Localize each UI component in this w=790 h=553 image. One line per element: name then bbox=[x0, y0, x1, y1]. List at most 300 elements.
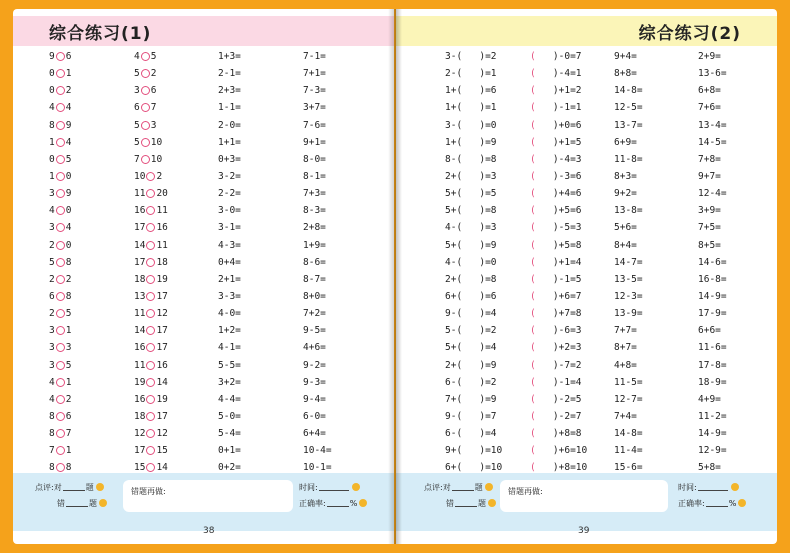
right-row bbox=[396, 442, 777, 459]
equation-item: 10-4= bbox=[303, 445, 332, 457]
compare-circle-blank[interactable] bbox=[146, 395, 155, 404]
answer-blank[interactable] bbox=[536, 257, 553, 268]
equation-prefix: 5-( bbox=[445, 325, 463, 337]
compare-circle-blank[interactable] bbox=[56, 378, 65, 387]
right-row bbox=[396, 48, 777, 65]
equation-item: 5-5= bbox=[218, 359, 241, 371]
answer-blank[interactable] bbox=[536, 377, 553, 388]
right-row bbox=[396, 82, 777, 99]
compare-right-number: 17 bbox=[156, 290, 168, 302]
compare-left-number: 10 bbox=[134, 170, 146, 182]
equation-item: 11-5= bbox=[614, 376, 643, 388]
equation-prefix: ( bbox=[530, 170, 536, 182]
compare-circle-blank[interactable] bbox=[56, 412, 65, 421]
answer-blank[interactable] bbox=[462, 257, 479, 268]
equation-prefix: 8-( bbox=[445, 153, 463, 165]
percent-sign: % bbox=[349, 499, 358, 508]
left-accuracy bbox=[299, 498, 367, 509]
compare-left-number: 14 bbox=[134, 239, 146, 251]
answer-blank[interactable] bbox=[462, 188, 479, 199]
equation-item: 13-8= bbox=[614, 205, 643, 217]
answer-blank[interactable] bbox=[536, 462, 553, 473]
compare-item bbox=[134, 274, 168, 285]
sad-face-icon bbox=[488, 499, 496, 507]
compare-circle-blank[interactable] bbox=[56, 258, 65, 267]
answer-blank[interactable] bbox=[536, 68, 553, 79]
fill-in-equation bbox=[530, 137, 582, 148]
equation-prefix: ( bbox=[530, 308, 536, 320]
equation-suffix: )-6=3 bbox=[552, 325, 582, 337]
fill-in-equation bbox=[445, 325, 497, 336]
equation-item: 4+8= bbox=[614, 359, 637, 371]
equation-item: 7+1= bbox=[303, 68, 326, 80]
compare-circle-blank[interactable] bbox=[141, 86, 150, 95]
fill-in-equation bbox=[445, 394, 497, 405]
compare-right-number: 11 bbox=[156, 205, 168, 217]
compare-circle-blank[interactable] bbox=[146, 309, 155, 318]
equation-prefix: 2+( bbox=[445, 273, 463, 285]
answer-blank[interactable] bbox=[462, 360, 479, 371]
compare-item bbox=[134, 428, 168, 439]
right-page bbox=[396, 9, 777, 544]
compare-left-number: 7 bbox=[134, 153, 140, 165]
fill-in-equation bbox=[445, 445, 502, 456]
answer-blank[interactable] bbox=[536, 445, 553, 456]
equation-item: 14-7= bbox=[614, 256, 643, 268]
equation-prefix: ( bbox=[530, 273, 536, 285]
compare-right-number: 6 bbox=[65, 51, 72, 62]
answer-blank[interactable] bbox=[536, 205, 553, 216]
compare-circle-blank[interactable] bbox=[56, 223, 65, 232]
left-row bbox=[13, 117, 394, 134]
answer-blank[interactable] bbox=[536, 120, 553, 131]
compare-circle-blank[interactable] bbox=[146, 223, 155, 232]
compare-circle-blank[interactable] bbox=[146, 378, 155, 387]
equation-item: 1+1= bbox=[218, 136, 241, 148]
answer-blank[interactable] bbox=[462, 462, 479, 473]
answer-blank[interactable] bbox=[536, 154, 553, 165]
equation-prefix: ( bbox=[530, 153, 536, 165]
compare-circle-blank[interactable] bbox=[56, 275, 65, 284]
answer-blank[interactable] bbox=[462, 411, 479, 422]
left-row bbox=[13, 391, 394, 408]
answer-blank[interactable] bbox=[462, 308, 479, 319]
left-row bbox=[13, 357, 394, 374]
left-time bbox=[299, 482, 360, 493]
compare-left-number: 7 bbox=[49, 445, 55, 457]
fill-in-equation bbox=[530, 51, 582, 62]
equation-suffix: )-4=3 bbox=[552, 153, 582, 165]
compare-right-number: 1 bbox=[65, 376, 72, 388]
compare-circle-blank[interactable] bbox=[146, 292, 155, 301]
equation-item: 7-1= bbox=[303, 51, 326, 62]
equation-prefix: ( bbox=[530, 445, 536, 457]
compare-item bbox=[134, 51, 156, 62]
compare-item bbox=[49, 68, 71, 79]
compare-circle-blank[interactable] bbox=[56, 172, 65, 181]
answer-blank[interactable] bbox=[462, 171, 479, 182]
equation-item: 18-9= bbox=[698, 376, 727, 388]
equation-suffix: )=10 bbox=[479, 445, 503, 457]
compare-circle-blank[interactable] bbox=[56, 343, 65, 352]
wrong-count-field[interactable] bbox=[66, 498, 88, 507]
equation-item: 9+1= bbox=[303, 136, 326, 148]
correct-count-field[interactable] bbox=[452, 482, 474, 491]
compare-circle-blank[interactable] bbox=[56, 241, 65, 250]
fill-in-equation bbox=[445, 102, 497, 113]
compare-right-number: 9 bbox=[65, 188, 72, 200]
fill-in-equation bbox=[445, 462, 502, 473]
right-row bbox=[396, 357, 777, 374]
compare-circle-blank[interactable] bbox=[146, 343, 155, 352]
compare-circle-blank[interactable] bbox=[56, 121, 65, 130]
left-review-wrong bbox=[57, 498, 107, 509]
right-exercise-rows bbox=[396, 48, 777, 477]
equation-item: 11-2= bbox=[698, 410, 727, 422]
answer-blank[interactable] bbox=[536, 394, 553, 405]
answer-blank[interactable] bbox=[536, 102, 553, 113]
compare-right-number: 7 bbox=[65, 428, 72, 440]
compare-circle-blank[interactable] bbox=[56, 189, 65, 198]
compare-circle-blank[interactable] bbox=[56, 463, 65, 472]
equation-item: 3-0= bbox=[218, 205, 241, 217]
correct-label: 对 bbox=[442, 483, 451, 492]
equation-item: 13-7= bbox=[614, 119, 643, 131]
compare-circle-blank[interactable] bbox=[146, 463, 155, 472]
compare-right-number: 5 bbox=[150, 51, 157, 62]
compare-left-number: 17 bbox=[134, 222, 146, 234]
equation-suffix: )=8 bbox=[479, 205, 497, 217]
compare-circle-blank[interactable] bbox=[56, 326, 65, 335]
right-redo-box[interactable] bbox=[500, 480, 668, 512]
compare-right-number: 3 bbox=[65, 342, 72, 354]
answer-blank[interactable] bbox=[462, 120, 479, 131]
answer-blank[interactable] bbox=[462, 394, 479, 405]
equation-suffix: )-1=1 bbox=[552, 102, 582, 114]
answer-blank[interactable] bbox=[536, 137, 553, 148]
fill-in-equation bbox=[445, 274, 497, 285]
answer-blank[interactable] bbox=[462, 428, 479, 439]
compare-circle-blank[interactable] bbox=[146, 446, 155, 455]
fill-in-equation bbox=[530, 171, 582, 182]
equation-prefix: 9-( bbox=[445, 410, 463, 422]
right-row bbox=[396, 391, 777, 408]
answer-blank[interactable] bbox=[462, 325, 479, 336]
compare-circle-blank[interactable] bbox=[56, 429, 65, 438]
answer-blank[interactable] bbox=[536, 222, 553, 233]
compare-circle-blank[interactable] bbox=[146, 361, 155, 370]
answer-blank[interactable] bbox=[536, 85, 553, 96]
right-review-wrong bbox=[446, 498, 496, 509]
smile-icon bbox=[738, 499, 746, 507]
answer-blank[interactable] bbox=[462, 377, 479, 388]
compare-circle-blank[interactable] bbox=[141, 155, 150, 164]
fill-in-equation bbox=[445, 411, 497, 422]
equation-prefix: 2+( bbox=[445, 170, 463, 182]
compare-circle-blank[interactable] bbox=[141, 138, 150, 147]
left-review-correct bbox=[35, 482, 104, 493]
answer-blank[interactable] bbox=[462, 274, 479, 285]
compare-circle-blank[interactable] bbox=[56, 446, 65, 455]
equation-suffix: )=1 bbox=[479, 102, 497, 114]
accuracy-label: 正确率: bbox=[678, 499, 705, 508]
left-row bbox=[13, 408, 394, 425]
compare-item bbox=[49, 222, 71, 233]
answer-blank[interactable] bbox=[536, 411, 553, 422]
fill-in-equation bbox=[530, 120, 582, 131]
compare-circle-blank[interactable] bbox=[146, 326, 155, 335]
correct-label: 对 bbox=[53, 483, 62, 492]
compare-circle-blank[interactable] bbox=[56, 86, 65, 95]
equation-suffix: )-0=7 bbox=[552, 51, 582, 62]
answer-blank[interactable] bbox=[536, 360, 553, 371]
compare-circle-blank[interactable] bbox=[56, 155, 65, 164]
fill-in-equation bbox=[530, 240, 582, 251]
answer-blank[interactable] bbox=[536, 51, 553, 62]
equation-suffix: )=9 bbox=[479, 393, 497, 405]
equation-prefix: 5+( bbox=[445, 188, 463, 200]
compare-circle-blank[interactable] bbox=[56, 103, 65, 112]
compare-item bbox=[134, 291, 168, 302]
equation-item: 12-3= bbox=[614, 290, 643, 302]
compare-circle-blank[interactable] bbox=[56, 206, 65, 215]
compare-circle-blank[interactable] bbox=[56, 309, 65, 318]
compare-item bbox=[49, 394, 71, 405]
equation-prefix: ( bbox=[530, 119, 536, 131]
answer-blank[interactable] bbox=[536, 428, 553, 439]
fill-in-equation bbox=[445, 51, 497, 62]
compare-circle-blank[interactable] bbox=[146, 241, 155, 250]
compare-circle-blank[interactable] bbox=[141, 52, 150, 61]
equation-item: 14-6= bbox=[698, 256, 727, 268]
fill-in-equation bbox=[445, 188, 497, 199]
right-row bbox=[396, 305, 777, 322]
compare-right-number: 5 bbox=[65, 359, 72, 371]
equation-suffix: )+5=8 bbox=[552, 239, 582, 251]
compare-left-number: 5 bbox=[134, 68, 140, 80]
fill-in-equation bbox=[530, 68, 582, 79]
equation-suffix: )+5=6 bbox=[552, 205, 582, 217]
time-field[interactable] bbox=[698, 482, 728, 491]
compare-item bbox=[49, 120, 71, 131]
left-row bbox=[13, 65, 394, 82]
fill-in-equation bbox=[445, 171, 497, 182]
correct-count-field[interactable] bbox=[63, 482, 85, 491]
answer-blank[interactable] bbox=[536, 325, 553, 336]
equation-item: 7+7= bbox=[614, 325, 637, 337]
compare-item bbox=[134, 205, 168, 216]
compare-circle-blank[interactable] bbox=[56, 138, 65, 147]
question-unit: 题 bbox=[85, 483, 94, 492]
compare-right-number: 5 bbox=[65, 308, 72, 320]
compare-circle-blank[interactable] bbox=[146, 412, 155, 421]
compare-right-number: 16 bbox=[156, 222, 168, 234]
equation-item: 9+7= bbox=[698, 170, 721, 182]
compare-item bbox=[49, 85, 71, 96]
answer-blank[interactable] bbox=[462, 205, 479, 216]
equation-suffix: )=10 bbox=[479, 462, 503, 474]
equation-suffix: )=5 bbox=[479, 188, 497, 200]
compare-item bbox=[134, 222, 168, 233]
answer-blank[interactable] bbox=[462, 445, 479, 456]
compare-item bbox=[49, 411, 71, 422]
equation-suffix: )+0=6 bbox=[552, 119, 582, 131]
accuracy-field[interactable] bbox=[706, 498, 728, 507]
smile-icon bbox=[485, 483, 493, 491]
compare-circle-blank[interactable] bbox=[56, 69, 65, 78]
equation-suffix: )+1=5 bbox=[552, 136, 582, 148]
compare-circle-blank[interactable] bbox=[56, 292, 65, 301]
compare-right-number: 0 bbox=[65, 205, 72, 217]
equation-item: 4-1= bbox=[218, 342, 241, 354]
compare-item bbox=[49, 51, 71, 62]
right-row bbox=[396, 99, 777, 116]
fill-in-equation bbox=[530, 188, 582, 199]
equation-item: 17-9= bbox=[698, 308, 727, 320]
fill-in-equation bbox=[445, 154, 497, 165]
answer-blank[interactable] bbox=[462, 51, 479, 62]
compare-item bbox=[49, 308, 71, 319]
compare-circle-blank[interactable] bbox=[146, 189, 155, 198]
equation-prefix: ( bbox=[530, 256, 536, 268]
right-row bbox=[396, 374, 777, 391]
equation-item: 3-3= bbox=[218, 290, 241, 302]
answer-blank[interactable] bbox=[536, 188, 553, 199]
compare-left-number: 5 bbox=[134, 119, 140, 131]
equation-item: 11-6= bbox=[698, 342, 727, 354]
question-unit: 题 bbox=[89, 499, 97, 508]
answer-blank[interactable] bbox=[536, 274, 553, 285]
equation-item: 2-1= bbox=[218, 68, 241, 80]
wrong-count-field[interactable] bbox=[455, 498, 477, 507]
compare-left-number: 11 bbox=[134, 188, 146, 200]
answer-blank[interactable] bbox=[462, 68, 479, 79]
equation-item: 4+6= bbox=[303, 342, 326, 354]
answer-blank[interactable] bbox=[462, 342, 479, 353]
right-row bbox=[396, 168, 777, 185]
compare-right-number: 17 bbox=[156, 342, 168, 354]
answer-blank[interactable] bbox=[536, 240, 553, 251]
left-row bbox=[13, 288, 394, 305]
left-exercise-rows bbox=[13, 48, 394, 477]
compare-item bbox=[49, 188, 71, 199]
compare-left-number: 15 bbox=[134, 462, 146, 474]
compare-circle-blank[interactable] bbox=[146, 206, 155, 215]
compare-circle-blank[interactable] bbox=[56, 395, 65, 404]
sad-face-icon bbox=[99, 499, 107, 507]
compare-circle-blank[interactable] bbox=[141, 103, 150, 112]
equation-prefix: ( bbox=[530, 359, 536, 371]
compare-left-number: 11 bbox=[134, 359, 146, 371]
compare-circle-blank[interactable] bbox=[146, 275, 155, 284]
equation-suffix: )=1 bbox=[479, 68, 497, 80]
answer-blank[interactable] bbox=[536, 342, 553, 353]
compare-left-number: 4 bbox=[134, 51, 140, 62]
equation-prefix: 7+( bbox=[445, 393, 463, 405]
fill-in-equation bbox=[530, 462, 587, 473]
compare-item bbox=[49, 377, 71, 388]
left-row bbox=[13, 237, 394, 254]
compare-right-number: 2 bbox=[65, 85, 72, 97]
equation-item: 8+8= bbox=[614, 68, 637, 80]
answer-blank[interactable] bbox=[536, 171, 553, 182]
left-row bbox=[13, 442, 394, 459]
right-footer bbox=[396, 473, 777, 531]
compare-left-number: 1 bbox=[49, 170, 55, 182]
fill-in-equation bbox=[445, 360, 497, 371]
compare-right-number: 12 bbox=[156, 308, 168, 320]
compare-circle-blank[interactable] bbox=[141, 69, 150, 78]
compare-left-number: 18 bbox=[134, 273, 146, 285]
answer-blank[interactable] bbox=[536, 308, 553, 319]
compare-right-number: 7 bbox=[150, 102, 157, 114]
compare-left-number: 16 bbox=[134, 342, 146, 354]
answer-blank[interactable] bbox=[462, 154, 479, 165]
time-field[interactable] bbox=[319, 482, 349, 491]
equation-item: 9-2= bbox=[303, 359, 326, 371]
fill-in-equation bbox=[445, 257, 497, 268]
answer-blank[interactable] bbox=[462, 240, 479, 251]
equation-prefix: 2-( bbox=[445, 68, 463, 80]
equation-item: 9+4= bbox=[614, 51, 637, 62]
equation-suffix: )+8=10 bbox=[552, 462, 588, 474]
compare-item bbox=[134, 394, 168, 405]
compare-left-number: 3 bbox=[49, 222, 55, 234]
answer-blank[interactable] bbox=[462, 102, 479, 113]
equation-item: 11-4= bbox=[614, 445, 643, 457]
left-redo-box[interactable] bbox=[123, 480, 293, 512]
compare-left-number: 4 bbox=[49, 393, 55, 405]
answer-blank[interactable] bbox=[462, 291, 479, 302]
equation-suffix: )=4 bbox=[479, 428, 497, 440]
answer-blank[interactable] bbox=[462, 137, 479, 148]
review-label: 点评: bbox=[424, 483, 443, 492]
answer-blank[interactable] bbox=[536, 291, 553, 302]
compare-left-number: 19 bbox=[134, 376, 146, 388]
equation-item: 9-4= bbox=[303, 393, 326, 405]
left-page-number: 38 bbox=[203, 526, 215, 536]
compare-circle-blank[interactable] bbox=[56, 361, 65, 370]
equation-suffix: )-7=2 bbox=[552, 359, 582, 371]
equation-item: 2+1= bbox=[218, 273, 241, 285]
answer-blank[interactable] bbox=[462, 222, 479, 233]
compare-circle-blank[interactable] bbox=[141, 121, 150, 130]
equation-prefix: 6+( bbox=[445, 462, 463, 474]
equation-item: 5+6= bbox=[614, 222, 637, 234]
compare-item bbox=[49, 205, 71, 216]
equation-item: 8-3= bbox=[303, 205, 326, 217]
compare-right-number: 9 bbox=[65, 119, 72, 131]
answer-blank[interactable] bbox=[462, 85, 479, 96]
right-page-title: 综合练习(2) bbox=[638, 24, 741, 44]
fill-in-equation bbox=[530, 360, 582, 371]
equation-prefix: 9+( bbox=[445, 445, 463, 457]
compare-left-number: 9 bbox=[49, 51, 55, 62]
compare-circle-blank[interactable] bbox=[146, 172, 155, 181]
equation-item: 10-1= bbox=[303, 462, 332, 474]
equation-item: 4+9= bbox=[698, 393, 721, 405]
compare-circle-blank[interactable] bbox=[146, 258, 155, 267]
equation-prefix: ( bbox=[530, 239, 536, 251]
accuracy-field[interactable] bbox=[327, 498, 349, 507]
equation-suffix: )=2 bbox=[479, 376, 497, 388]
compare-circle-blank[interactable] bbox=[146, 429, 155, 438]
compare-right-number: 4 bbox=[65, 136, 72, 148]
review-label: 点评: bbox=[35, 483, 54, 492]
compare-circle-blank[interactable] bbox=[56, 52, 65, 61]
equation-prefix: ( bbox=[530, 428, 536, 440]
compare-item bbox=[134, 411, 168, 422]
